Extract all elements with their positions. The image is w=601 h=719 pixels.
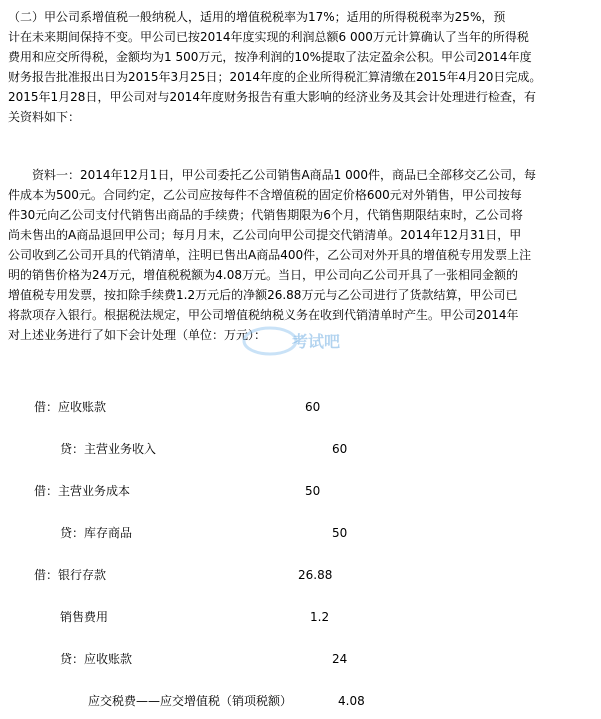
material-line: 件成本为500元。合同约定，乙公司应按每件不含增值税的固定价格600元对外销售，甲公司按每 xyxy=(8,188,522,202)
watermark-text: 考试吧 xyxy=(292,332,341,351)
material-line: 明的销售价格为24万元，增值税税额为4.08万元。当日，甲公司向乙公司开具了一张相同金额的 xyxy=(8,268,518,282)
journal-label-debit-receivable: 借：应收账款 xyxy=(34,400,107,414)
journal-amount: 60 xyxy=(332,442,348,456)
material-one-paragraph xyxy=(8,165,596,345)
journal-amount: 26.88 xyxy=(298,568,333,582)
journal-amount: 24 xyxy=(332,652,348,666)
journal-amount: 50 xyxy=(332,526,348,540)
intro-line: 计在未来期间保持不变。甲公司已按2014年度实现的利润总额6 000万元计算确认了当年的所得税 xyxy=(8,30,529,44)
material-line: 增值税专用发票，按扣除手续费1.2万元后的净额26.88万元与乙公司进行了货款结算，甲公司已 xyxy=(8,288,518,302)
material-line: 资料一：2014年12月1日，甲公司委托乙公司销售A商品1 000件，商品已全部移交乙公司，每 xyxy=(32,168,537,182)
material-line: 对上述业务进行了如下会计处理（单位：万元）： xyxy=(8,328,267,342)
journal-label-selling-expense: 销售费用 xyxy=(60,610,109,624)
material-line: 尚未售出的A商品退回甲公司；每月月末，乙公司向甲公司提交代销清单。2014年12月31日，甲 xyxy=(8,228,522,242)
journal-label-vat-output: 应交税费——应交增值税（销项税额） xyxy=(88,694,293,708)
journal-amount: 50 xyxy=(305,484,321,498)
intro-line: 费用和应交所得税，金额均为1 500万元，按净利润的10%提取了法定盈余公积。甲公司2014年度 xyxy=(8,50,532,64)
journal-label-credit-revenue: 贷：主营业务收入 xyxy=(60,442,157,456)
journal-amount: 1.2 xyxy=(310,610,330,624)
journal-label-credit-inventory: 贷：库存商品 xyxy=(60,526,133,540)
material-line: 将款项存入银行。根据税法规定，甲公司增值税纳税义务在收到代销清单时产生。甲公司2014年 xyxy=(8,308,519,322)
intro-paragraph xyxy=(8,7,596,127)
journal-label-debit-bank: 借：银行存款 xyxy=(34,568,107,582)
material-line: 件30元向乙公司支付代销售出商品的手续费；代销售期限为6个月，代销售期限结束时，乙公司将 xyxy=(8,208,523,222)
intro-line: 2015年1月28日，甲公司对与2014年度财务报告有重大影响的经济业务及其会计处理进行检查，有 xyxy=(8,90,536,104)
intro-line: （二）甲公司系增值税一般纳税人，适用的增值税税率为17%；适用的所得税税率为25%，预 xyxy=(8,10,506,24)
journal-label-credit-receivable: 贷：应收账款 xyxy=(60,652,133,666)
journal-amount: 4.08 xyxy=(338,694,365,708)
material-line: 公司收到乙公司开具的代销清单，注明已售出A商品400件，乙公司对外开具的增值税专用发票上注 xyxy=(8,248,532,262)
intro-line: 关资料如下： xyxy=(8,110,81,124)
journal-amount: 60 xyxy=(305,400,321,414)
journal-label-debit-cost: 借：主营业务成本 xyxy=(34,484,131,498)
intro-line: 财务报告批准报出日为2015年3月25日；2014年度的企业所得税汇算清缴在2015年4月20日完成。 xyxy=(8,70,542,84)
